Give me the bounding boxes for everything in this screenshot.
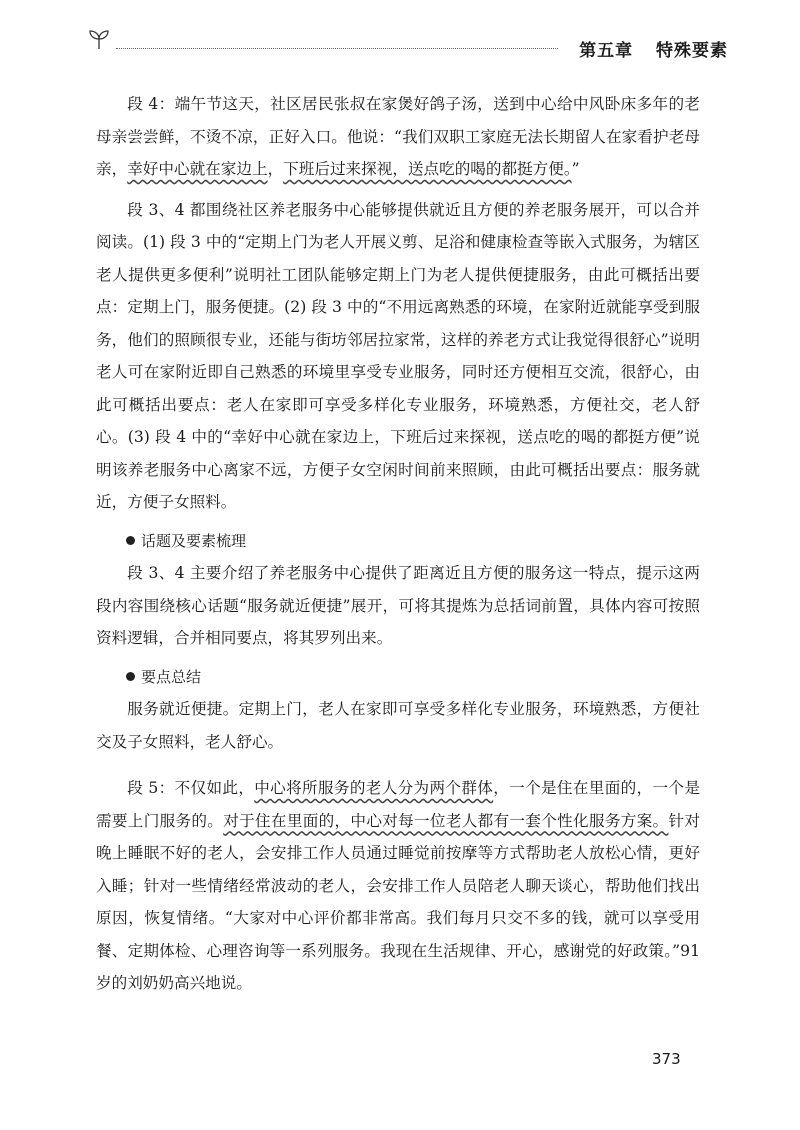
paragraph-4-separator: ， — [267, 160, 284, 178]
topic-section-heading — [96, 525, 700, 558]
summary-heading-text: 要点总结 — [141, 667, 202, 686]
page-body — [96, 88, 700, 1000]
chapter-name: 特殊要素 — [656, 41, 728, 61]
underlined-phrase: 下班后过来探视，送点吃的喝的都挺方便。 — [283, 160, 572, 178]
topic-heading-text: 话题及要素梳理 — [141, 531, 247, 550]
underlined-phrase: 幸好中心就在家边上 — [127, 160, 268, 178]
chapter-title — [579, 36, 728, 61]
underlined-phrase: 中心将所服务的老人分为两个群体 — [254, 779, 494, 797]
paragraph-5-lead: 段 5：不仅如此， — [127, 779, 255, 797]
paragraph-4-lead: 段 4：端午节这天，社区居民张叔在家煲好鸽子汤，送到中心给中风卧床多年的老母亲尝尝鲜，不烫不凉，正好入口。他说：“我们双职工家庭无法长期留人在家看护老母亲， — [96, 95, 700, 178]
header-dotted-rule — [116, 48, 558, 49]
underlined-phrase: 对于住在里面的，中心对每一位老人都有一套个性化服务方案。 — [223, 811, 669, 830]
summary-section-heading — [96, 661, 700, 694]
paragraph-5-quote — [96, 772, 700, 1000]
paragraph-4-end: ” — [571, 160, 580, 178]
paragraph-5-rest: 针对晚上睡眠不好的老人，会安排工作人员通过睡觉前按摩等方式帮助老人放松心情，更好入睡；针对一些情绪经常波动的老人，会安排工作人员陪老人聊天谈心，帮助他们找出原因，恢复情绪。“大家对中心评价都非常高。我们每月只交不多的钱，就可以享受用餐、定期体检、心理咨询等一系列服务。我现在生活规律、开心，感谢党的好政策。”91 岁的刘奶奶高兴地说。 — [96, 811, 700, 992]
sprout-icon — [88, 28, 110, 50]
paragraph-4-quote — [96, 88, 700, 186]
bullet-icon — [126, 672, 135, 681]
page-number: 373 — [652, 1050, 681, 1068]
running-header — [88, 28, 728, 61]
paragraph-5-middle: ，一个是住在里面的，一个是需要上门服务的。 — [96, 779, 700, 830]
bullet-icon — [126, 536, 135, 545]
chapter-number: 第五章 — [579, 41, 634, 61]
analysis-paragraph: 段 3、4 都围绕社区养老服务中心能够提供就近且方便的养老服务展开，可以合并阅读。(1) 段 3 中的“定期上门为老人开展义剪、足浴和健康检查等嵌入式服务，为辖区老人提供更多便利”说明社工团队能够定期上门为老人提供便捷服务，由此可概括出要点：定期上门，服务便捷。(2) 段 3 中的“不用远离熟悉的环境，在家附近就能享受到服务，他们的照顾很专业，还能与街坊邻居拉家常，这样的养老方式让我觉得很舒心”说明老人可在家附近即自己熟悉的环境里享受专业服务，同时还方便相互交流，很舒心，由此可概括出要点：老人在家即可享受多样化专业服务，环境熟悉，方便社交，老人舒心。(3) 段 4 中的“幸好中心就在家边上，下班后过来探视，送点吃的喝的都挺方便”说明该养老服务中心离家不远，方便子女空闲时间前来照顾，由此可概括出要点：服务就近，方便子女照料。 — [96, 200, 700, 511]
topic-section-body: 段 3、4 主要介绍了养老服务中心提供了距离近且方便的服务这一特点，提示这两段内容围绕核心话题“服务就近便捷”展开，可将其提炼为总括词前置，具体内容可按照资料逻辑，合并相同要点，将其罗列出来。 — [96, 564, 700, 647]
summary-section-body: 服务就近便捷。定期上门，老人在家即可享受多样化专业服务，环境熟悉，方便社交及子女照料，老人舒心。 — [96, 700, 700, 751]
